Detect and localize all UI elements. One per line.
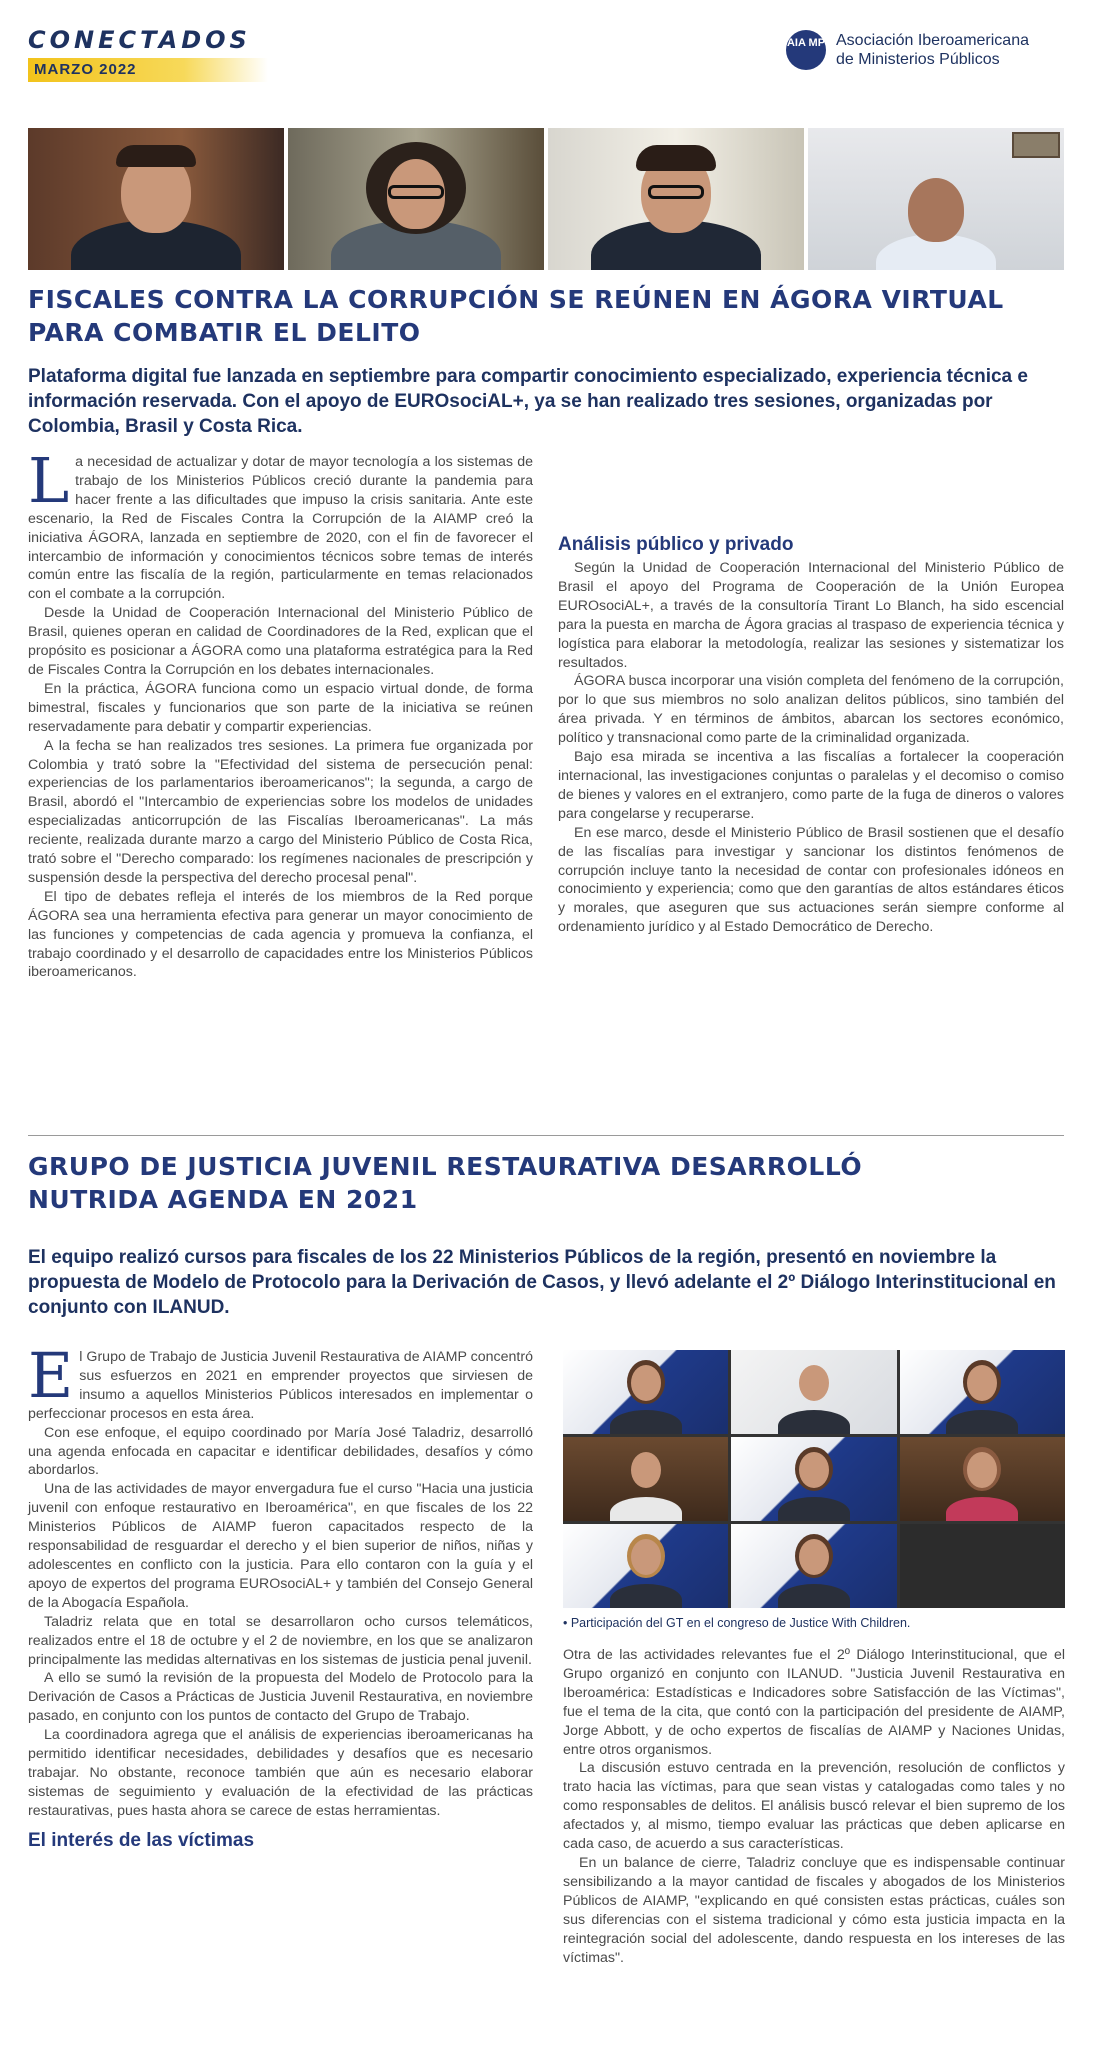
article2-dropcap: E [28,1339,74,1412]
article2-paragraph-1: El Grupo de Trabajo de Justicia Juvenil Restaurativa de AIAMP concentró sus esfuerzos en 2021 en emprender proyectos que sirviesen de insumo a aquellos Ministerios Públicos interesados en implementar o perfeccionar procesos en esta área. [28,1339,533,1422]
article2-paragraph-3: Una de las actividades de mayor envergadura fue el curso "Hacia una justicia juvenil con enfoque restaurativo en Iberoamérica", en que fiscales de los 22 Ministerios Públicos de AIAMP fueron capacitados respecto de la responsabilidad de resguardar el derecho y el bien superior de niños, niñas y adolescentes en conflicto con la justicia. Para ello contaron con la guía y el apoyo de expertos del programa EUROsociAL+ y también del Consejo General de la Abogacía Española. [28,1481,533,1611]
article2-paragraph-6: La coordinadora agrega que el análisis de experiencias iberoamericanas ha permitido identificar necesidades, debilidades y desafíos que es necesario trabajar. No obstante, reconoce también que aún es necesario elaborar sistemas de seguimiento y evaluación de la efectividad de las prácticas restaurativas, pues hasta ahora se carece de estas herramientas. [28,1727,533,1819]
article1-title-line1: FISCALES CONTRA LA CORRUPCIÓN SE REÚNEN EN ÁGORA VIRTUAL [28,285,1004,314]
article1-paragraph-8: Bajo esa mirada se incentiva a las fiscalías a fortalecer la cooperación internacional, las investigaciones conjuntas o paralelas y el decomiso o comiso de bienes y valores en el extranjero, como parte de la fuga de dineros o valores para congelarse y recuperarse. [558,749,1064,822]
video-tile-3 [900,1350,1065,1434]
article2-subtitle: El equipo realizó cursos para fiscales de los 22 Ministerios Públicos de la región, presentó en noviembre la propuesta de Modelo de Protocolo para la Derivación de Casos, y llevó adelante el 2º Diálogo Interinstitucional en conjunto con ILANUD. [28,1247,1056,1318]
article1-paragraph-5: El tipo de debates refleja el interés de los miembros de la Red porque ÁGORA sea una herramienta efectiva para generar un mayor conocimiento de las funciones y competencias de cada agencia y promueva la confianza, el trabajo coordinado y el desarrollo de capacidades entre los Ministerios Públicos iberoamericanos. [28,888,533,981]
participant-photo-4 [808,128,1064,270]
issue-date-badge [28,58,268,82]
section-divider [28,1135,1064,1136]
article2-paragraph-5: A ello se sumó la revisión de la propuesta del Modelo de Protocolo para la Derivación de Casos a Prácticas de Justicia Juvenil Restaurativa, en noviembre pasado, en conjunto con los puntos de contacto del Grupo de Trabajo. [28,1670,533,1725]
video-tile-7 [563,1524,728,1608]
videocall-photo-strip [28,128,1064,270]
logo-mark: AIA MP [786,37,826,49]
article1-paragraph-1: La necesidad de actualizar y dotar de mayor tecnología a los sistemas de trabajo de los Ministerios Públicos creció durante la pandemia para hacer frente a las dificultades que impuso la crisis sanitaria. Ante este escenario, la Red de Fiscales Contra la Corrupción de la AIAMP creó la iniciativa ÁGORA, lanzada en septiembre de 2020, con el fin de favorecer el intercambio de información y conocimientos técnicos sobre temas de interés común entre las fiscalía de la región, particularmente en temas relacionados con el combate a la corrupción. [28,444,533,603]
video-tile-5 [731,1437,896,1521]
article1-column-right [558,453,1064,937]
photo-caption: • Participación del GT en el congreso de Justice With Children. [563,1616,911,1630]
publication-name: CONECTADOS [28,26,251,54]
participant-photo-1 [28,128,284,270]
article1-subtitle: Plataforma digital fue lanzada en septiembre para compartir conocimiento especializado, experiencia técnica e información reservada. Con el apoyo de EUROsociAL+, ya se han realizado tres sesiones, organizadas por Colombia, Brasil y Costa Rica. [28,366,1028,437]
org-name-line2: de Ministerios Públicos [836,51,1000,68]
article2-column-right [563,1646,1065,1967]
article2-paragraph-7: Otra de las actividades relevantes fue el 2º Diálogo Interinstitucional, que el Grupo organizó en conjunto con ILANUD. "Justicia Juvenil Restaurativa en Iberoamérica: Estadísticas e Indicadores sobre Satisfacción de las Víctimas", fue el tema de la cita, que contó con la participación del presidente de AIAMP, Jorge Abbott, y de ocho expertos de fiscalías de AIAMP y Naciones Unidas, entre otros organismos. [563,1647,1065,1758]
aiamp-logo-icon [786,30,826,70]
article2-title-line2: NUTRIDA AGENDA EN 2021 [28,1185,418,1214]
article1-title [28,283,1004,349]
article1-section-heading: Análisis público y privado [558,534,794,555]
video-tile-6 [900,1437,1065,1521]
article2-paragraph-8: La discusión estuvo centrada en la prevención, resolución de conflictos y trato hacia las víctimas, para que sean vistas y catalogadas como tales y no como responsables de delitos. El análisis buscó relevar el bien supremo de los afectados y, al mismo, tiempo evaluar las prácticas que deben aplicarse en cada caso, de acuerdo a sus características. [563,1760,1065,1853]
article1-paragraph-7: ÁGORA busca incorporar una visión completa del fenómeno de la corrupción, por lo que sus miembros no solo analizan delitos públicos, sino también del área privada. Y en términos de ámbitos, abarcan los sectores económico, político y transnacional como parte de la criminalidad organizada. [558,673,1064,747]
video-tile-1 [563,1350,728,1434]
article2-paragraph-2: Con ese enfoque, el equipo coordinado por María José Taladriz, desarrolló una agenda enfocada en capacitar e identificar debilidades, desafíos y cómo abordarlos. [28,1424,533,1479]
video-tile-8 [731,1524,896,1608]
article1-title-line2: PARA COMBATIR EL DELITO [28,318,421,347]
video-tile-9 [900,1524,1065,1608]
video-tile-4 [563,1437,728,1521]
article2-title [28,1150,862,1216]
article1-paragraph-6: Según la Unidad de Cooperación Internacional del Ministerio Público de Brasil el apoyo del Programa de Cooperación de la Unión Europea EUROsociAL+, a través de la consultoría Tirant Lo Blanch, ha sido escencial para la puesta en marcha de Ágora gracias al traspaso de experiencia técnica y logística para elaborar la metodología, realizar las sesiones y sistematizar los resultados. [558,560,1064,671]
article1-paragraph-4: A la fecha se han realizados tres sesiones. La primera fue organizada por Colombia y trató sobre la "Efectividad del sistema de persecución penal: experiencias de los parlamentarios iberoamericanos"; la segunda, a cargo de Brasil, abordó el "Intercambio de experiencias sobre los modelos de unidades especializadas anticorrupción de las Fiscalías Iberoamericanas". La más reciente, realizada durante marzo a cargo del Ministerio Público de Costa Rica, trató sobre el "Derecho comparado: los regímenes nacionales de prescripción y suspensión desde la perspectiva del derecho procesal penal". [28,737,533,886]
participant-photo-3 [548,128,804,270]
article2-column-left [28,1339,533,1855]
organization-name [836,31,1029,69]
article1-paragraph-9: En ese marco, desde el Ministerio Público de Brasil sostienen que el desafío de las fiscalías para investigar y sancionar los distintos fenómenos de corrupción incluye tanto la necesidad de contar con profesionales idóneos en conocimiento y experiencia; como que den garantías de altos estándares éticos y morales, que aseguren que sus actuaciones serán siempre conforme al ordenamiento jurídico y al Estado Democrático de Derecho. [558,824,1064,936]
article2-title-line1: GRUPO DE JUSTICIA JUVENIL RESTAURATIVA DESARROLLÓ [28,1152,863,1181]
article1-column-left [28,444,533,982]
video-tile-2 [731,1350,896,1434]
article2-section-heading: El interés de las víctimas [28,1829,255,1851]
masthead [0,0,1096,110]
issue-date: MARZO 2022 [34,61,137,78]
article1-paragraph-3: En la práctica, ÁGORA funciona como un espacio virtual donde, de forma bimestral, fiscales y funcionarios que son parte de la iniciativa se reúnen reservadamente para debatir y compartir experiencias. [28,680,533,735]
article2-paragraph-9: En un balance de cierre, Taladriz concluye que es indispensable continuar sensibilizando a la mayor cantidad de fiscales y abogados de los Ministerios Públicos de AIAMP, "explicando en qué consisten estas prácticas, cuáles son sus diferencias con el sistema tradicional y cómo esta justicia impacta en la reintegración social del adolescente, dando respuesta en los intereses de las víctimas". [563,1854,1065,1966]
org-name-line1: Asociación Iberoamericana [836,32,1029,49]
participant-photo-2 [288,128,544,270]
congress-videocall-grid [563,1350,1065,1608]
article1-paragraph-2: Desde la Unidad de Cooperación Internacional del Ministerio Público de Brasil, quienes operan en calidad de Coordinadores de la Red, explican que el propósito es posicionar a ÁGORA como una plataforma estratégica para la Red de Fiscales Contra la Corrupción en los debates internacionales. [28,605,533,678]
article1-dropcap: L [28,444,70,517]
article2-paragraph-4: Taladriz relata que en total se desarrollaron ocho cursos telemáticos, realizados entre el 18 de octubre y el 2 de noviembre, en los que se analizaron principalmente las medidas alternativas en los sistemas de justicia penal juvenil. [28,1613,533,1668]
